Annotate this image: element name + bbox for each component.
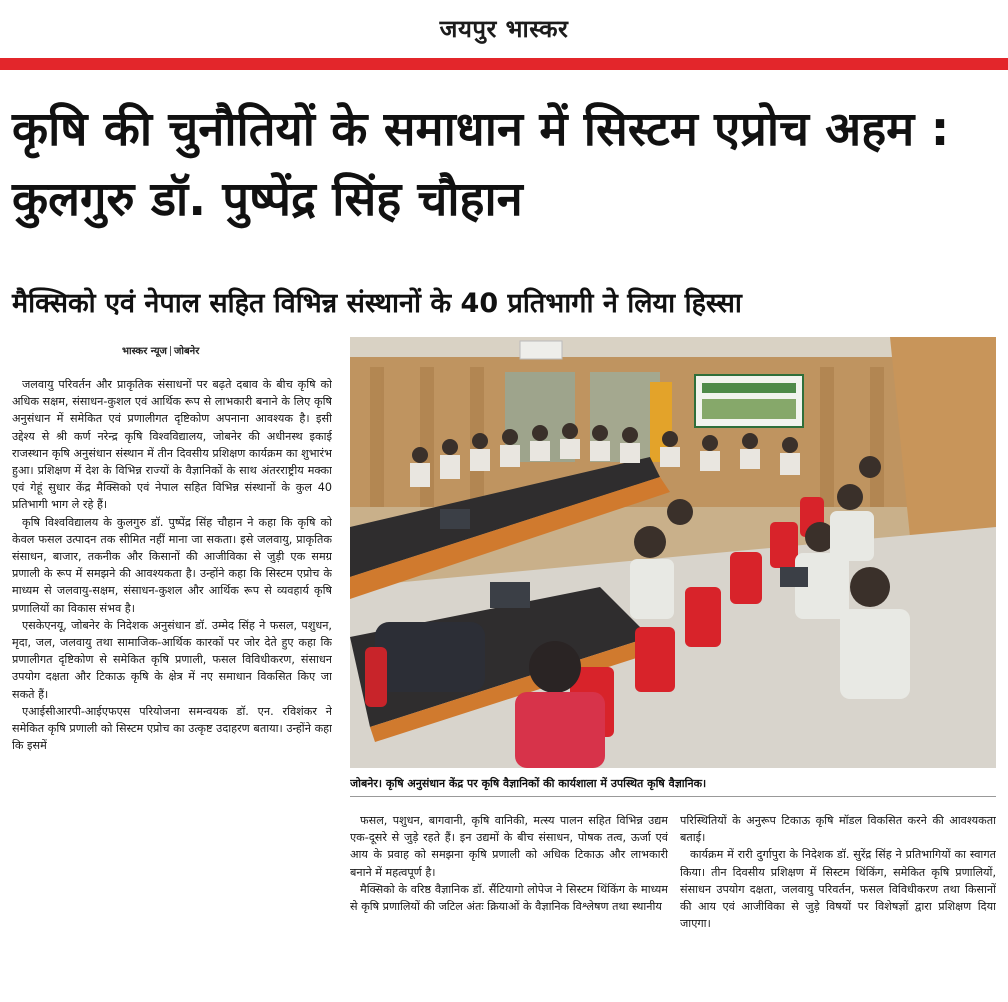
byline-place: जोबनेर bbox=[173, 346, 200, 357]
article-paragraph: एआईसीआरपी-आईएफएस परियोजना समन्वयक डॉ. एन. रविशंकर ने समेकित कृषि प्रणाली को सिस्टम एप्रोच का उत्कृष्ट उदाहरण बताया। उन्होंने कहा कि इसमें bbox=[12, 704, 332, 753]
article-paragraph: फसल, पशुधन, बागवानी, कृषि वानिकी, मत्स्य पालन सहित विभिन्न उद्यम एक-दूसरे से जुड़े रहते हैं। इन उद्यमों के बीच संसाधन, पोषक तत्व, ऊर्जा एवं आय के प्रवाह को समझना कृषि प्रणाली को अधिक टिकाऊ और लाभकारी बनाने में महत्वपूर्ण है। bbox=[350, 814, 668, 879]
article-paragraph: कार्यक्रम में रारी दुर्गापुरा के निदेशक डॉ. सुरेंद्र सिंह ने प्रतिभागियों का स्वागत किया। तीन दिवसीय प्रशिक्षण में सिस्टम थिंकिंग, समेकित कृषि प्रणालियों, संसाधन उपयोग दक्षता, जलवायु परिवर्तन, फसल विविधीकरण तथा किसानों की आय एवं आजीविका से जुड़े विषयों पर विशेषज्ञों द्वारा प्रशिक्षण दिया जाएगा। bbox=[680, 848, 996, 931]
article-column-left bbox=[12, 376, 332, 996]
article-paragraph: जलवायु परिवर्तन और प्राकृतिक संसाधनों पर बढ़ते दबाव के बीच कृषि को अधिक सक्षम, संसाधन-कुशल एवं आर्थिक रूप से लाभकारी बनाने के लिए कृषि अनुसंधान में समेकित एवं प्रणालीगत दृष्टिकोण अपनाना आवश्यक है। इसी उद्देश्य से श्री कर्ण नरेन्द्र कृषि विश्वविद्यालय, जोबनेर की अधीनस्थ इकाई राजस्थान कृषि अनुसंधान संस्थान में तीन दिवसीय प्रशिक्षण कार्यक्रम का शुभारंभ हुआ। प्रशिक्षण में देश के विभिन्न राज्यों के वैज्ञानिकों के साथ अंतरराष्ट्रीय मक्का एवं गेहूं सुधार केंद्र मैक्सिको एवं नेपाल सहित विभिन्न संस्थानों के कुल 40 प्रतिभागी भाग ले रहे हैं। bbox=[12, 378, 332, 512]
workshop-photo bbox=[350, 337, 996, 768]
subheadline: मैक्सिको एवं नेपाल सहित विभिन्न संस्थानों के 40 प्रतिभागी ने लिया हिस्सा bbox=[12, 288, 742, 319]
masthead bbox=[0, 0, 1008, 56]
workshop-photo-illustration bbox=[350, 337, 996, 768]
headline: कृषि की चुनौतियों के समाधान में सिस्टम एप्रोच अहम : कुलगुरु डॉ. पुष्पेंद्र सिंह चौहान bbox=[12, 102, 950, 227]
article-paragraph: एसकेएनयू, जोबनेर के निदेशक अनुसंधान डॉ. उम्मेद सिंह ने फसल, पशुधन, मृदा, जल, जलवायु तथा सामाजिक-आर्थिक कारकों पर जोर देते हुए कहा कि प्रणालीगत दृष्टिकोण से समेकित कृषि प्रणाली, फसल विविधीकरण, संसाधन उपयोग दक्षता और टिकाऊ कृषि के क्षेत्र में नए समाधान विकसित किए जा सकते हैं। bbox=[12, 618, 332, 701]
newspaper-name: जयपुर भास्कर bbox=[439, 15, 569, 43]
byline-agency: भास्कर न्यूज bbox=[122, 346, 167, 357]
masthead-red-rule bbox=[0, 58, 1008, 70]
article-paragraph: कृषि विश्वविद्यालय के कुलगुरु डॉ. पुष्पेंद्र सिंह चौहान ने कहा कि कृषि को केवल फसल उत्पादन तक सीमित नहीं माना जा सकता। इसे जलवायु, प्राकृतिक संसाधन, बाजार, तकनीक और किसानों की आजीविका से जुड़ी एक समग्र प्रणाली के रूप में समझने की आवश्यकता है। उन्होंने कहा कि सिस्टम एप्रोच के माध्यम से जलवायु-सक्षम, संसाधन-कुशल और आर्थिक रूप से व्यवहार्य कृषि प्रणालियों का विकास संभव है। bbox=[12, 515, 332, 615]
photo-caption: जोबनेर। कृषि अनुसंधान केंद्र पर कृषि वैज्ञानिकों की कार्यशाला में उपस्थित कृषि वैज्ञानिक। bbox=[350, 774, 996, 797]
article-paragraph: परिस्थितियों के अनुरूप टिकाऊ कृषि मॉडल विकसित करने की आवश्यकता बताई। bbox=[680, 814, 996, 845]
byline-divider bbox=[170, 346, 171, 356]
byline bbox=[122, 343, 199, 357]
article-column-middle bbox=[350, 812, 668, 998]
article-column-right bbox=[680, 812, 996, 998]
article-paragraph: मैक्सिको के वरिष्ठ वैज्ञानिक डॉ. सैंटियागो लोपेज ने सिस्टम थिंकिंग के माध्यम से कृषि प्रणालियों की जटिल अंतः क्रियाओं के वैज्ञानिक विश्लेषण तथा स्थानीय bbox=[350, 882, 668, 914]
